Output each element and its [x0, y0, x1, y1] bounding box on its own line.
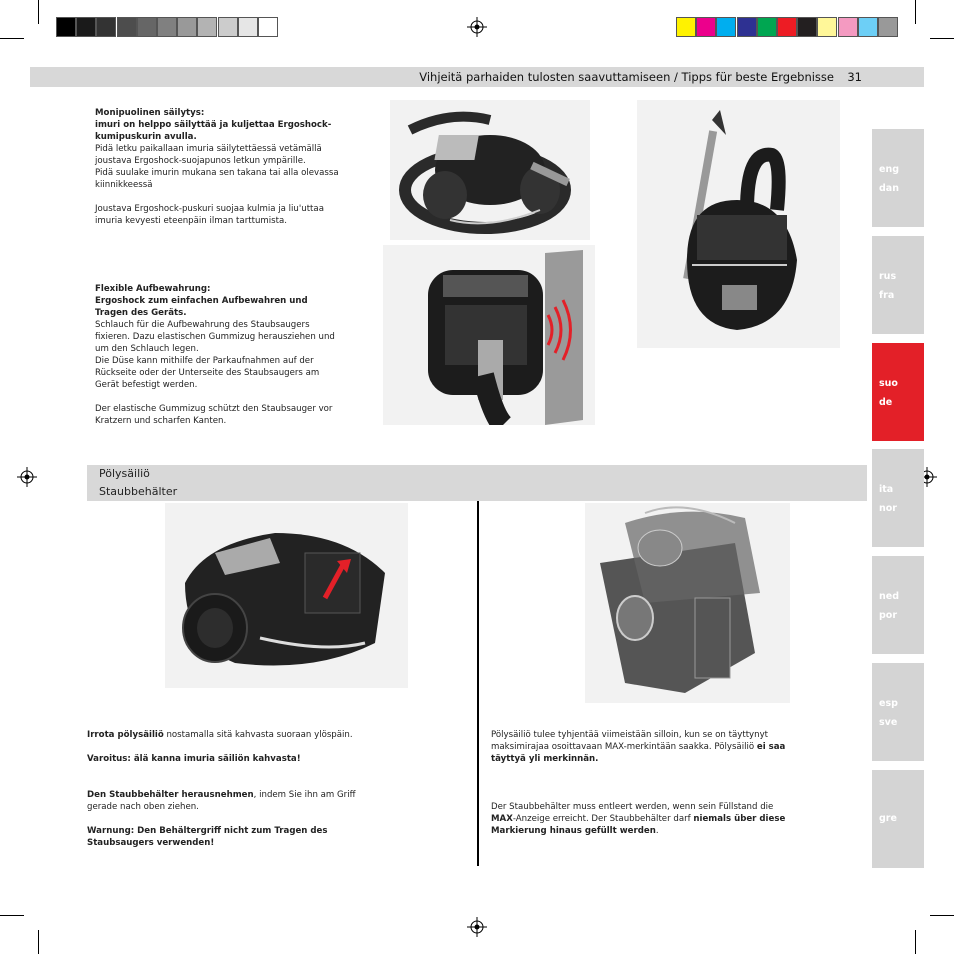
color-swatch	[696, 17, 716, 37]
color-swatch	[797, 17, 817, 37]
section-title-de: Staubbehälter	[99, 485, 178, 498]
language-tab-label: nor	[879, 503, 897, 515]
color-swatch	[676, 17, 696, 37]
language-tab-label: por	[879, 610, 898, 622]
color-swatch	[137, 17, 157, 37]
section-header	[87, 465, 867, 501]
color-swatch	[258, 17, 278, 37]
language-tab-label: sve	[879, 717, 898, 728]
color-swatch	[878, 17, 898, 37]
registration-mark-icon	[467, 917, 487, 937]
color-swatch	[777, 17, 797, 37]
crop-mark	[930, 915, 954, 916]
language-tab[interactable]	[872, 663, 924, 761]
language-tab[interactable]	[872, 236, 924, 334]
language-tab-label: gre	[879, 812, 897, 824]
remove-bold-fi: Irrota pölysäiliö	[87, 730, 164, 740]
page-number: 31	[847, 70, 862, 84]
empty-text-fi: Pölysäiliö tulee tyhjentää viimeistään silloin, kun se on täyttynyt maksimirajaa osoittavaan MAX-merkintään saakka. Pölysäiliö	[491, 730, 769, 752]
empty-text	[491, 729, 791, 837]
registration-mark-icon	[467, 17, 487, 37]
storage-p3-fi: Joustava Ergoshock-puskuri suojaa kulmia ja liu'uttaa imuria kevyesti eteenpäin ilman tarttumista.	[95, 204, 324, 226]
color-swatch	[117, 17, 137, 37]
page-header	[30, 67, 924, 87]
language-tab[interactable]	[872, 449, 924, 547]
storage-title-de: Flexible Aufbewahrung:	[95, 284, 211, 294]
remove-rest-fi: nostamalla sitä kahvasta suoraan ylöspäin.	[163, 730, 353, 740]
color-swatch	[177, 17, 197, 37]
language-tab-label: rus	[879, 270, 897, 282]
color-swatch	[238, 17, 258, 37]
color-swatch	[96, 17, 116, 37]
color-swatch	[838, 17, 858, 37]
color-swatch	[218, 17, 238, 37]
color-swatch	[737, 17, 757, 37]
empty-text-de-2: -Anzeige erreicht. Der Staubbehälter darf	[512, 814, 694, 824]
empty-text-de-3: .	[655, 826, 659, 836]
language-tab-label: eng	[879, 164, 900, 175]
remove-text	[87, 729, 387, 849]
language-tab[interactable]	[872, 343, 924, 441]
remove-warning-de: Warnung: Den Behältergriff nicht zum Tragen des Staubsaugers verwenden!	[87, 826, 328, 848]
empty-max-de: MAX	[491, 814, 513, 824]
color-swatch	[76, 17, 96, 37]
storage-text-de	[95, 283, 340, 427]
color-swatch	[56, 17, 76, 37]
language-tab[interactable]	[872, 556, 924, 654]
storage-p2-fi: Pidä suulake imurin mukana sen takana tai alla olevassa kiinnikkeessä	[95, 168, 339, 190]
language-tab-label: ita	[879, 484, 894, 496]
vacuum-bumper-wall-image	[383, 245, 595, 425]
language-tab-label: esp	[879, 698, 898, 709]
crop-mark	[930, 38, 954, 39]
language-tab-label: ned	[879, 591, 900, 603]
storage-p1-fi: Pidä letku paikallaan imuria säilytettäessä vetämällä joustava Ergoshock-suojapunos letkun ympärille.	[95, 144, 322, 166]
vacuum-upright-storage-image	[637, 100, 840, 348]
empty-text-de-1: Der Staubbehälter muss entleert werden, wenn sein Füllstand die	[491, 802, 774, 812]
color-swatch	[157, 17, 177, 37]
storage-subtitle-fi: imuri on helppo säilyttää ja kuljettaa Ergoshock-kumipuskurin avulla.	[95, 120, 332, 142]
remove-rest-de: , indem Sie ihn am Griff gerade nach oben ziehen.	[87, 790, 356, 812]
storage-p3-de: Der elastische Gummizug schützt den Staubsauger vor Kratzern und scharfen Kanten.	[95, 404, 333, 426]
registration-mark-icon	[17, 467, 37, 487]
crop-mark	[915, 0, 916, 24]
vacuum-hose-stored-image	[390, 100, 590, 240]
crop-mark	[0, 38, 24, 39]
storage-p2-de: Die Düse kann mithilfe der Parkaufnahmen auf der Rückseite oder der Unterseite des Staubsaugers am Gerät befestigt werden.	[95, 356, 320, 390]
dust-container-removal-image	[165, 503, 408, 688]
language-tab-label: suo	[879, 377, 898, 389]
crop-mark	[915, 930, 916, 954]
column-divider	[477, 501, 479, 866]
storage-text-fi	[95, 107, 340, 227]
language-tab[interactable]	[872, 129, 924, 227]
language-tab-label: fra	[879, 289, 895, 301]
language-tab-label: de	[879, 396, 893, 408]
storage-p1-de: Schlauch für die Aufbewahrung des Staubsaugers fixieren. Dazu elastischen Gummizug herausziehen und um den Schlauch legen.	[95, 320, 335, 354]
empty-bold-fi: ei saa täyttyä yli merkinnän.	[491, 742, 786, 764]
dust-container-image	[585, 503, 790, 703]
storage-title-fi: Monipuolinen säilytys:	[95, 108, 205, 118]
crop-mark	[38, 0, 39, 24]
color-swatch	[858, 17, 878, 37]
color-swatch	[197, 17, 217, 37]
crop-mark	[0, 915, 24, 916]
crop-mark	[38, 930, 39, 954]
remove-bold-de: Den Staubbehälter herausnehmen	[87, 790, 254, 800]
color-swatch	[757, 17, 777, 37]
page-title: Vihjeitä parhaiden tulosten saavuttamiseen / Tipps für beste Ergebnisse	[419, 70, 834, 84]
color-swatch	[817, 17, 837, 37]
empty-bold-de: niemals über diese Markierung hinaus gefüllt werden	[491, 814, 786, 836]
section-title-fi: Pölysäiliö	[99, 467, 150, 480]
storage-subtitle-de: Ergoshock zum einfachen Aufbewahren und Tragen des Geräts.	[95, 296, 308, 318]
remove-warning-fi: Varoitus: älä kanna imuria säiliön kahvasta!	[87, 754, 301, 764]
color-swatch	[716, 17, 736, 37]
language-tab[interactable]	[872, 770, 924, 868]
language-tab-label: dan	[879, 183, 899, 194]
